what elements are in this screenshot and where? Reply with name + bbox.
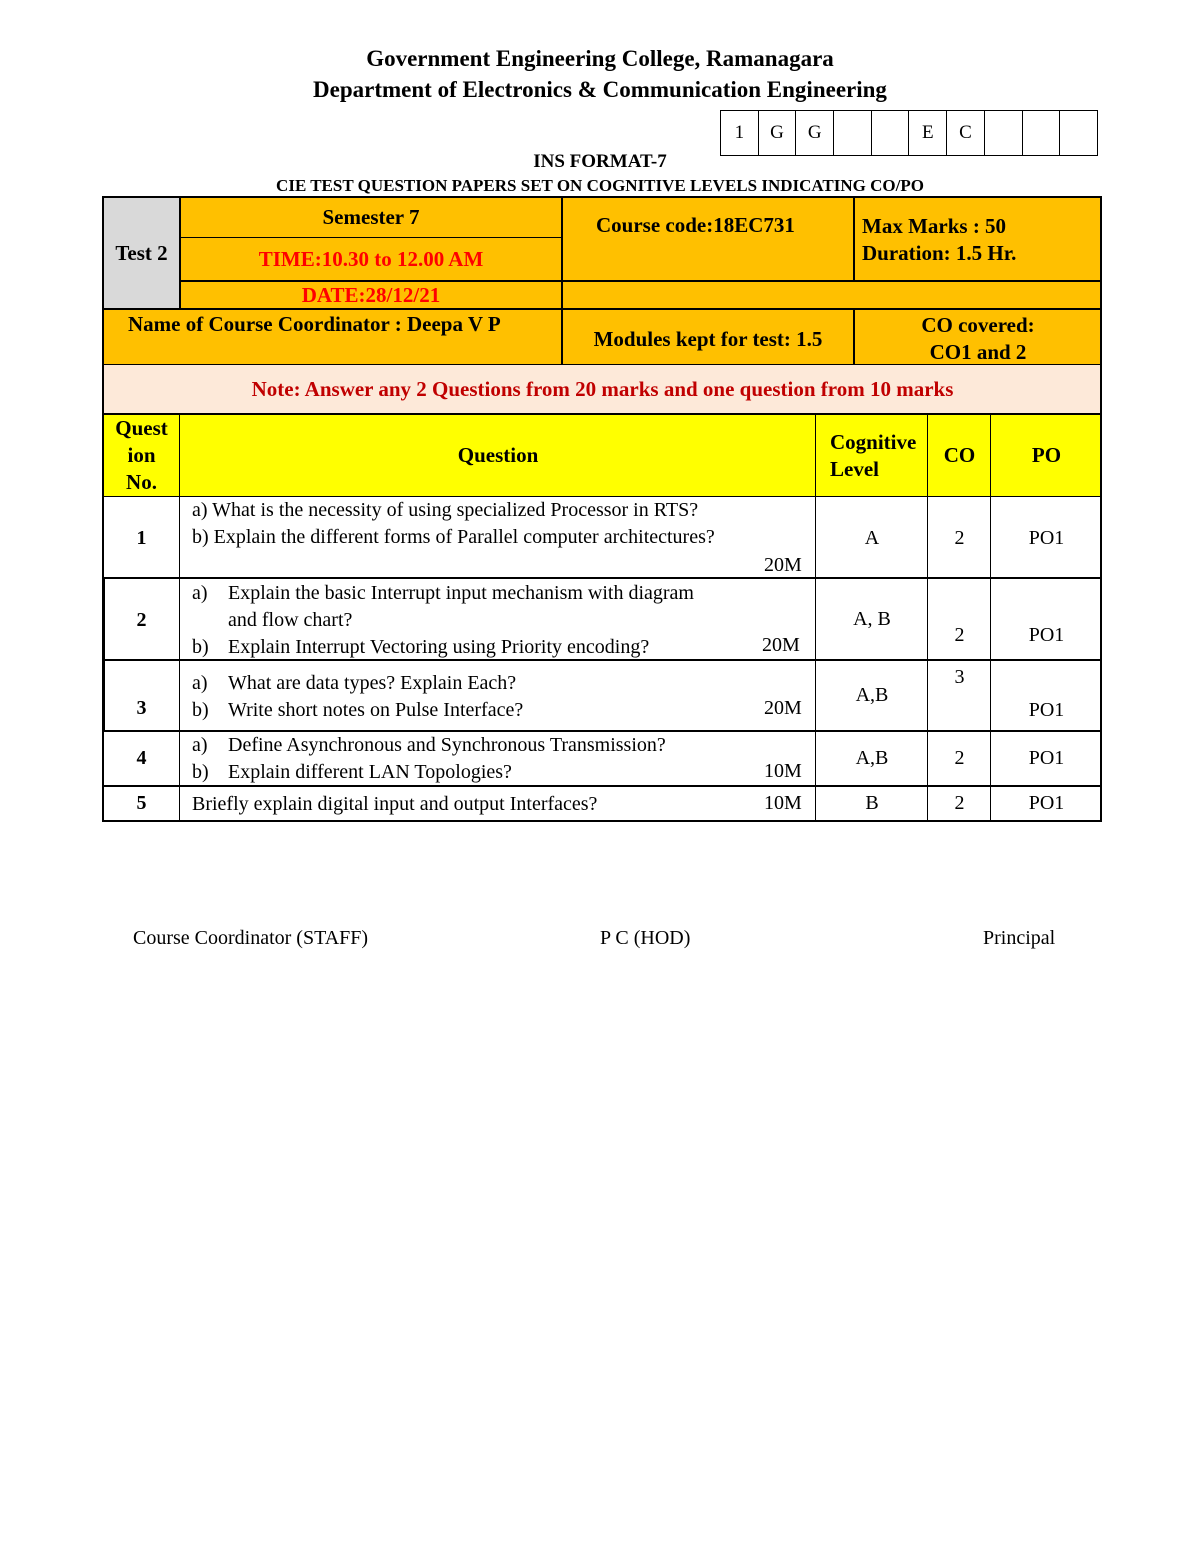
modules-for-test: Modules kept for test: 1.5: [562, 309, 854, 365]
question-part-a: a) What is the necessity of using specialized Processor in RTS?: [192, 499, 699, 521]
instruction-note: Note: Answer any 2 Questions from 20 marks and one question from 10 marks: [103, 365, 1102, 414]
question-part-a: Define Asynchronous and Synchronous Transmission?: [228, 734, 666, 756]
course-coordinator: Name of Course Coordinator : Deepa V P: [103, 309, 562, 365]
column-co: CO: [928, 414, 991, 497]
col-label: Quest: [115, 416, 168, 440]
duration: Duration: 1.5 Hr.: [862, 241, 1017, 265]
co-covered-label: CO covered:: [921, 313, 1035, 337]
part-label: b): [192, 699, 209, 721]
question-text: [192, 732, 666, 786]
usn-box: [871, 111, 909, 156]
question-marks: 20M: [762, 634, 800, 656]
department-name: Department of Electronics & Communication Engineering: [313, 77, 887, 102]
signature-hod: P C (HOD): [600, 927, 691, 949]
question-text: [192, 580, 694, 661]
question-part-a: Explain the basic Interrupt input mechanism with diagram: [228, 582, 694, 604]
part-label: b): [192, 761, 209, 783]
po-value: PO1: [1028, 624, 1065, 646]
cognitive-level: B: [865, 792, 879, 814]
col-label: ion: [127, 443, 156, 467]
cognitive-level: A, B: [853, 608, 891, 630]
question-part-b: Explain different LAN Topologies?: [228, 761, 512, 783]
test-number: Test 2: [103, 197, 180, 309]
po-value: PO1: [1028, 699, 1065, 721]
marks-duration: [854, 197, 1102, 281]
question-part-b: Explain Interrupt Vectoring using Priority encoding?: [228, 636, 650, 658]
question-number: 3: [136, 697, 147, 719]
co-value: 3: [954, 666, 965, 688]
usn-box: [984, 111, 1022, 156]
col-label: Level: [830, 457, 879, 481]
question-text: [192, 670, 523, 724]
co-value: 2: [954, 624, 965, 646]
college-name: Government Engineering College, Ramanagara: [366, 46, 834, 71]
max-marks: Max Marks : 50: [862, 214, 1007, 238]
usn-boxes: [720, 110, 1098, 156]
column-po: PO: [991, 414, 1102, 497]
question-marks: 10M: [764, 792, 802, 814]
question-text: Briefly explain digital input and output Interfaces?: [192, 793, 598, 815]
usn-box: [834, 111, 872, 156]
co-value: 2: [954, 792, 965, 814]
question-part-b: Write short notes on Pulse Interface?: [228, 699, 524, 721]
question-number: 2: [136, 609, 147, 631]
column-question: Question: [180, 414, 816, 497]
column-cognitive-level: [816, 414, 928, 497]
co-value: 2: [954, 527, 965, 549]
question-marks: 20M: [764, 554, 802, 576]
question-number: 4: [136, 747, 147, 769]
po-value: PO1: [1028, 747, 1065, 769]
question-marks: 10M: [764, 760, 802, 782]
exam-date: DATE:28/12/21: [180, 281, 562, 309]
blank-cell: [562, 281, 1102, 309]
format-title: INS FORMAT-7: [533, 151, 667, 172]
part-label: b): [192, 636, 209, 658]
po-value: PO1: [1028, 527, 1065, 549]
question-part-b: b) Explain the different forms of Parallel computer architectures?: [192, 526, 715, 548]
question-marks: 20M: [764, 697, 802, 719]
part-label: a): [192, 672, 208, 694]
question-number: 5: [136, 792, 147, 814]
usn-box: C: [947, 111, 985, 156]
cognitive-level: A,B: [855, 684, 889, 706]
part-label: a): [192, 582, 208, 604]
col-label: Cognitive: [830, 430, 917, 454]
signature-staff: Course Coordinator (STAFF): [133, 927, 369, 949]
usn-box: E: [909, 111, 947, 156]
co-covered: [854, 309, 1102, 365]
column-question-number: [103, 414, 180, 497]
semester: Semester 7: [180, 197, 562, 238]
usn-box: G: [758, 111, 796, 156]
co-covered-value: CO1 and 2: [929, 340, 1027, 364]
co-value: 2: [954, 747, 965, 769]
part-label: a): [192, 734, 208, 756]
usn-box: [1022, 111, 1060, 156]
cognitive-level: A,B: [855, 747, 889, 769]
question-number: 1: [136, 527, 147, 549]
usn-box: G: [796, 111, 834, 156]
col-label: No.: [126, 470, 157, 494]
cognitive-level: A: [864, 527, 880, 549]
exam-time: TIME:10.30 to 12.00 AM: [180, 238, 562, 281]
paper-subtitle: CIE TEST QUESTION PAPERS SET ON COGNITIVE LEVELS INDICATING CO/PO: [276, 176, 924, 195]
question-part-a: What are data types? Explain Each?: [228, 672, 517, 694]
question-part-a-cont: and flow chart?: [228, 609, 353, 631]
course-code: Course code:18EC731: [562, 197, 854, 281]
po-value: PO1: [1028, 792, 1065, 814]
usn-box: 1: [721, 111, 759, 156]
question-text: [192, 497, 715, 551]
usn-box: [1060, 111, 1098, 156]
signature-principal: Principal: [983, 927, 1056, 949]
